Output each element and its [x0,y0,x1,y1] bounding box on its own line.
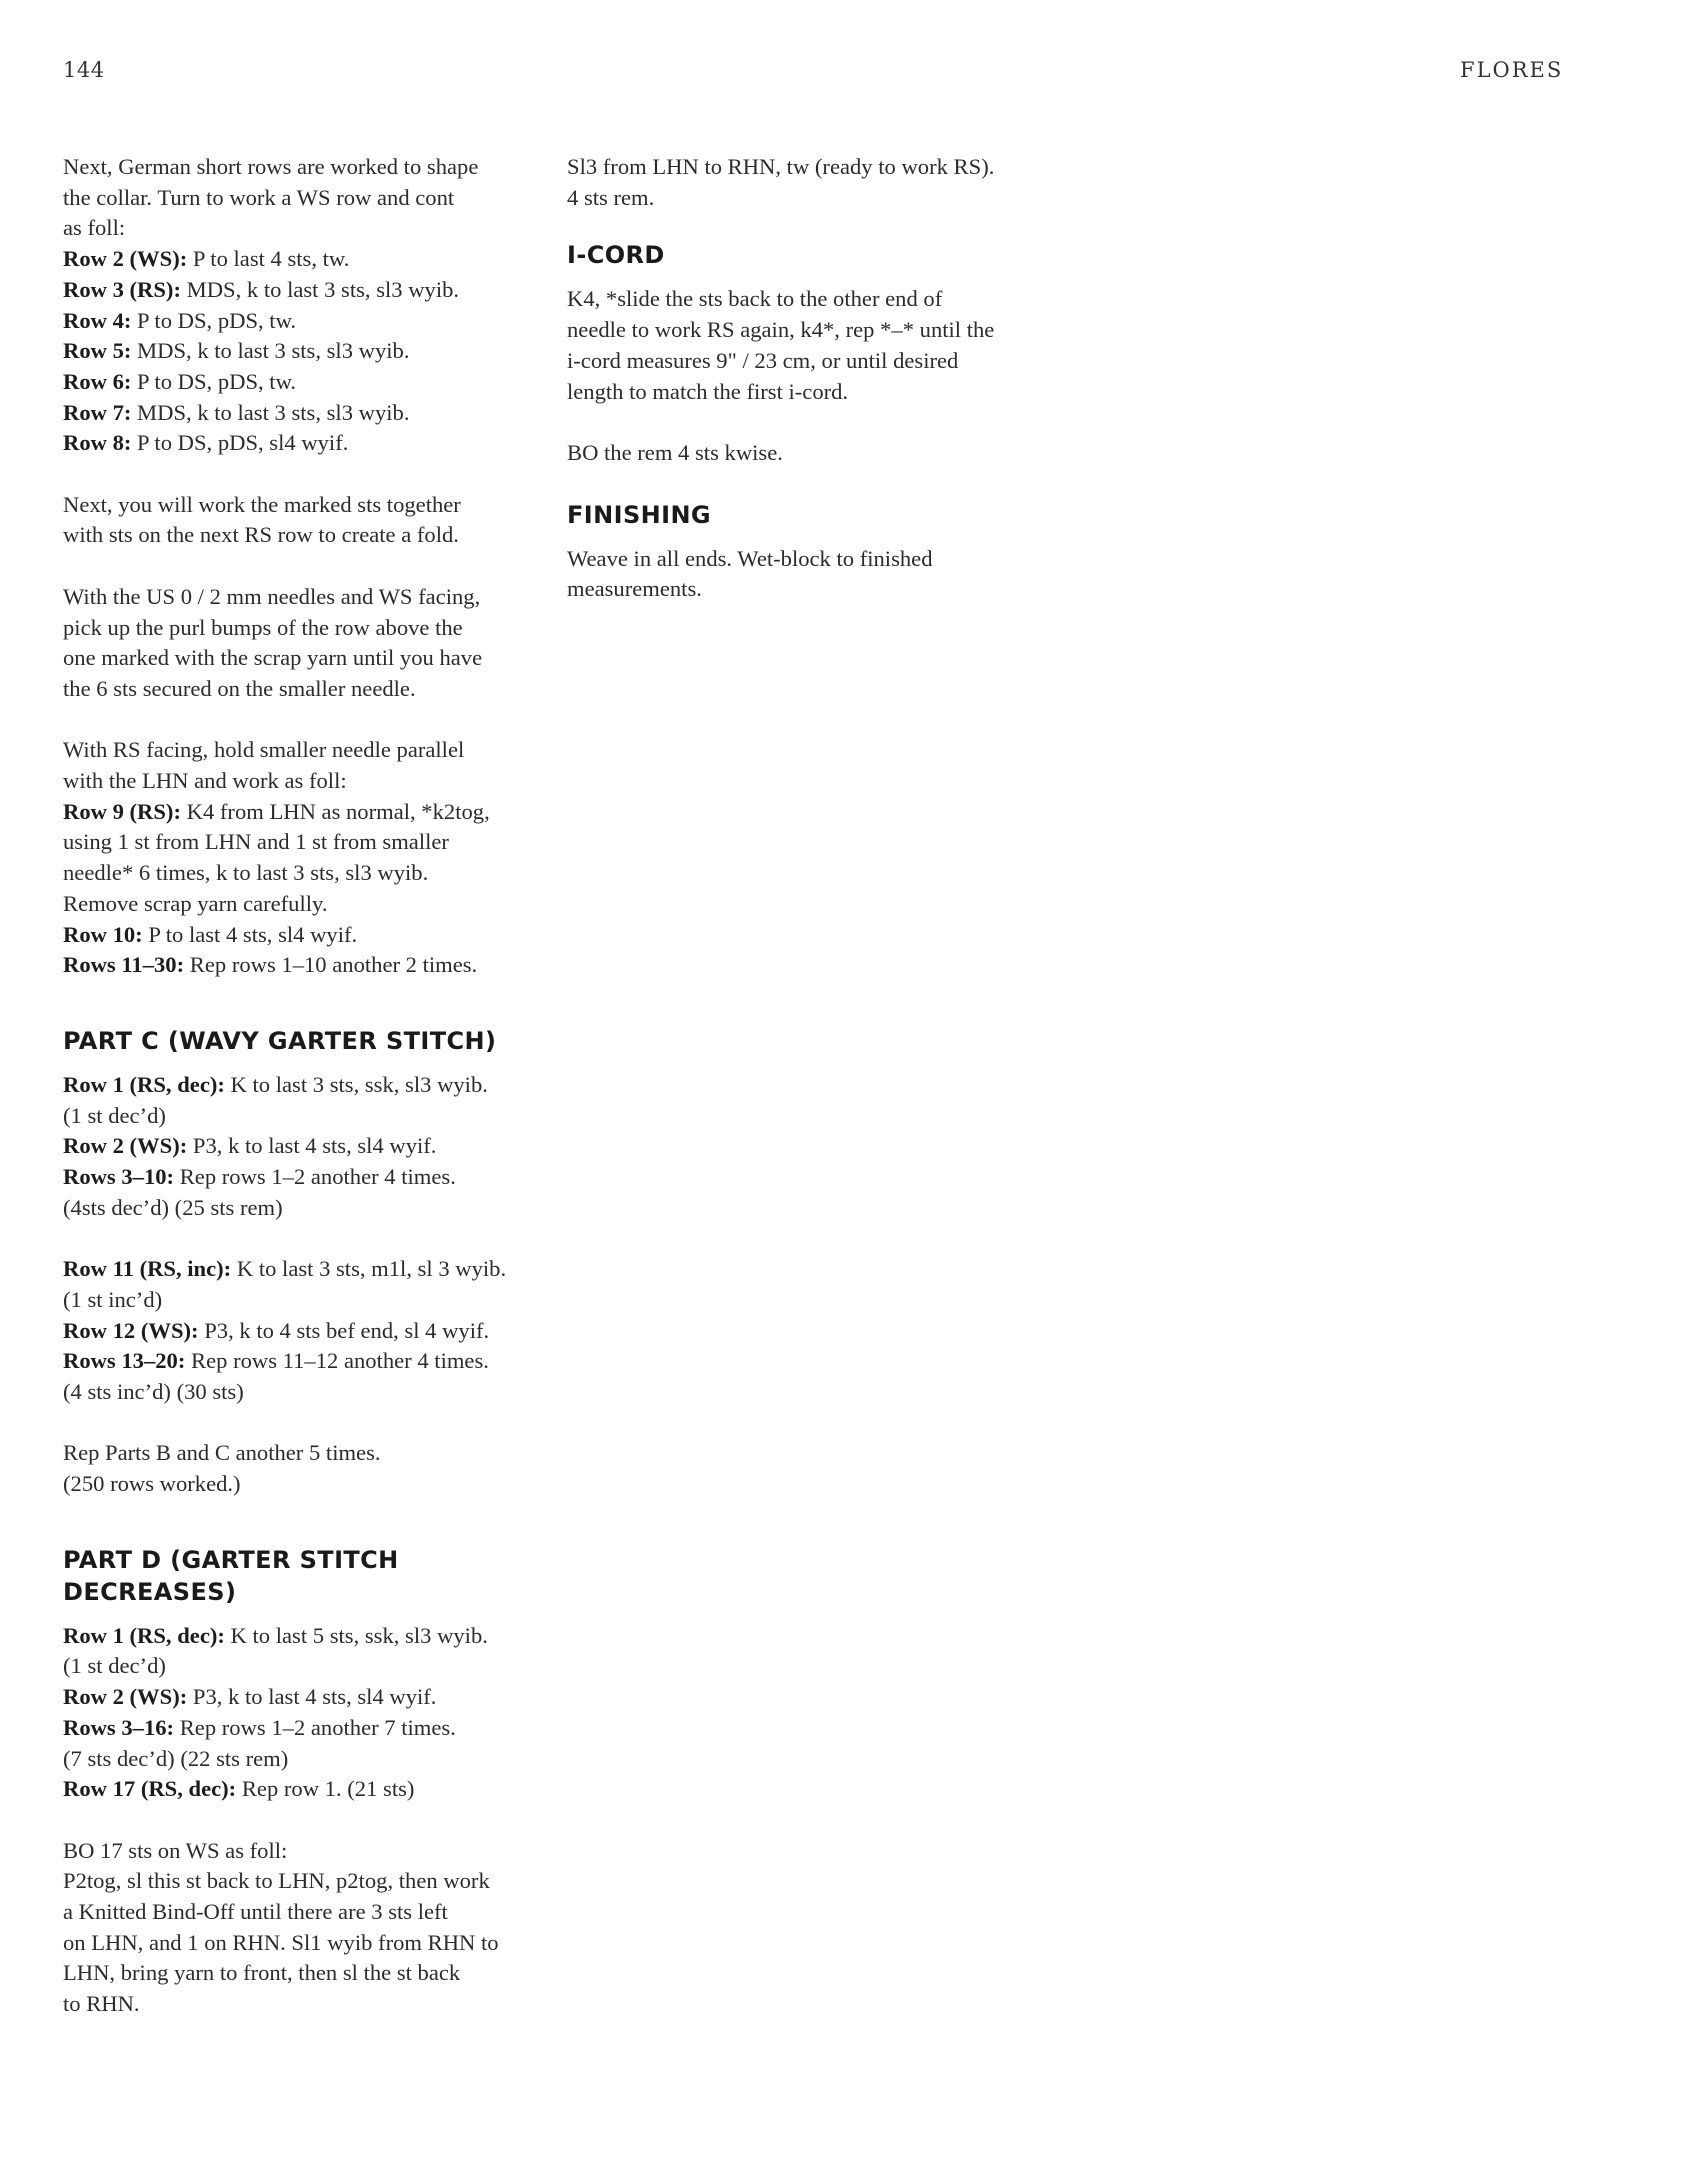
row-label: Row 6: [63,368,132,394]
text-line: to RHN. [63,1991,140,2017]
text-line: as foll: [63,215,126,241]
row-text: MDS, k to last 3 sts, sl3 wyib. [131,399,410,425]
instruction-rows-11-30 [63,950,538,981]
bind-off-paragraph [63,1836,538,2020]
text-line: Next, German short rows are worked to shape [63,154,479,179]
text-line: BO the rem 4 sts kwise. [567,439,783,465]
instruction-row-9 [63,797,538,828]
text-line: Next, you will work the marked sts together [63,491,461,517]
row-text: Rep rows 1–10 another 2 times. [184,952,478,978]
instruction-row-5 [63,336,538,367]
row-text: K to last 5 sts, ssk, sl3 wyib. [224,1622,488,1648]
instruction-row-2 [63,1131,538,1162]
text-line: with the LHN and work as foll: [63,768,347,794]
text-line: (4 sts inc’d) (30 sts) [63,1378,244,1404]
text-line: with sts on the next RS row to create a fold. [63,522,459,548]
instruction-rows-3-16 [63,1713,538,1744]
text-line: (250 rows worked.) [63,1471,241,1497]
row-label: Row 8: [63,430,132,456]
instruction-row-12 [63,1316,538,1347]
text-line: needle* 6 times, k to last 3 sts, sl3 wyib. [63,860,429,886]
row-text: K to last 3 sts, m1l, sl 3 wyib. [231,1256,507,1282]
right-column [567,152,1037,636]
needles-paragraph [63,582,538,705]
text-line: With RS facing, hold smaller needle parallel [63,737,465,763]
text-line: needle to work RS again, k4*, rep *–* until the [567,317,995,343]
left-column [63,152,538,2051]
marked-sts-paragraph [63,490,538,551]
text-line: using 1 st from LHN and 1 st from smaller [63,829,449,855]
text-line: the collar. Turn to work a WS row and cont [63,184,455,210]
row-label: Row 12 (WS): [63,1317,199,1343]
text-line: 4 sts rem. [567,184,655,210]
part-d-rows [63,1621,538,1805]
instruction-row-2 [63,1682,538,1713]
text-line: Sl3 from LHN to RHN, tw (ready to work RS). [567,154,995,179]
instruction-row-2 [63,244,538,275]
part-c-decreases [63,1070,538,1224]
row-label: Row 2 (WS): [63,1133,188,1159]
row-label: Row 7: [63,399,132,425]
text-line: pick up the purl bumps of the row above the [63,614,463,640]
text-line: one marked with the scrap yarn until you have [63,645,483,671]
text-line: With the US 0 / 2 mm needles and WS facing, [63,583,481,609]
instruction-rows-3-10 [63,1162,538,1193]
text-line: LHN, bring yarn to front, then sl the st back [63,1960,461,1986]
row-label: Rows 3–10: [63,1164,175,1190]
row-text: Rep rows 11–12 another 4 times. [185,1348,489,1374]
instruction-row-10 [63,920,538,951]
row-label: Row 2 (WS): [63,1684,188,1710]
text-line: on LHN, and 1 on RHN. Sl1 wyib from RHN to [63,1929,499,1955]
instruction-row-1 [63,1621,538,1652]
text-line: K4, *slide the sts back to the other end of [567,286,943,312]
heading-line: DECREASES) [63,1577,237,1606]
row-text: P to last 4 sts, tw. [187,246,350,272]
row-text: MDS, k to last 3 sts, sl3 wyib. [131,338,410,364]
instruction-row-6 [63,367,538,398]
text-line: Remove scrap yarn carefully. [63,890,328,916]
row-label: Row 17 (RS, dec): [63,1776,237,1802]
text-line: (7 sts dec’d) (22 sts rem) [63,1745,289,1771]
row-label: Rows 13–20: [63,1348,186,1374]
finishing-heading: FINISHING [567,500,712,529]
text-line: (1 st dec’d) [63,1653,166,1679]
row-text: K4 from LHN as normal, *k2tog, [180,798,490,824]
text-line: the 6 sts secured on the smaller needle. [63,675,416,701]
instruction-row-17 [63,1774,538,1805]
row-label: Row 11 (RS, inc): [63,1256,232,1282]
row-text: P to last 4 sts, sl4 wyif. [142,921,358,947]
row-text: P to DS, pDS, tw. [131,307,297,333]
row-label: Row 10: [63,921,143,947]
row-label: Rows 3–16: [63,1714,175,1740]
slip-paragraph [567,152,1037,213]
text-line: i-cord measures 9" / 23 cm, or until desired [567,347,959,373]
row-text: Rep rows 1–2 another 7 times. [174,1714,456,1740]
heading-line: PART D (GARTER STITCH [63,1545,399,1574]
part-c-heading: PART C (WAVY GARTER STITCH) [63,1026,497,1055]
icord-bind-off [567,438,1037,469]
icord-heading: I-CORD [567,241,665,270]
row-text: MDS, k to last 3 sts, sl3 wyib. [180,276,460,302]
instruction-rows-13-20 [63,1346,538,1377]
row-text: Rep rows 1–2 another 4 times. [174,1164,456,1190]
row-label: Row 3 (RS): [63,276,181,302]
icord-paragraph [567,284,1037,407]
row-text: K to last 3 sts, ssk, sl3 wyib. [224,1071,488,1097]
text-line: (1 st inc’d) [63,1286,163,1312]
row-text: P3, k to last 4 sts, sl4 wyif. [187,1133,437,1159]
text-line: a Knitted Bind-Off until there are 3 sts left [63,1899,448,1925]
row-text: P3, k to 4 sts bef end, sl 4 wyif. [198,1317,490,1343]
row-label: Row 2 (WS): [63,246,188,272]
part-d-heading [63,1544,538,1608]
text-line: measurements. [567,576,702,602]
row-text: P3, k to last 4 sts, sl4 wyif. [187,1684,437,1710]
instruction-row-11 [63,1254,538,1285]
finishing-paragraph [567,544,1037,605]
text-line: length to match the first i-cord. [567,378,849,404]
row-label: Row 5: [63,338,132,364]
row-label: Row 4: [63,307,132,333]
instruction-row-3 [63,275,538,306]
instruction-row-8 [63,428,538,459]
repeat-parts-paragraph [63,1438,538,1499]
instruction-row-4 [63,306,538,337]
text-line: Rep Parts B and C another 5 times. [63,1440,381,1466]
instruction-row-7 [63,398,538,429]
running-head: FLORES [1460,58,1564,82]
part-c-increases [63,1254,538,1408]
row-label: Row 1 (RS, dec): [63,1071,225,1097]
intro-paragraph [63,152,538,459]
text-line: (4sts dec’d) (25 sts rem) [63,1194,283,1220]
row-label: Row 1 (RS, dec): [63,1622,225,1648]
row-text: P to DS, pDS, tw. [131,368,297,394]
text-line: BO 17 sts on WS as foll: [63,1837,288,1863]
text-line: P2tog, sl this st back to LHN, p2tog, then work [63,1868,490,1894]
row-text: P to DS, pDS, sl4 wyif. [131,430,349,456]
text-line: Weave in all ends. Wet-block to finished [567,545,933,571]
instruction-row-1 [63,1070,538,1101]
row-label: Row 9 (RS): [63,798,181,824]
text-line: (1 st dec’d) [63,1102,166,1128]
rs-facing-paragraph [63,735,538,981]
page-number: 144 [63,58,105,82]
row-text: Rep row 1. (21 sts) [236,1776,415,1802]
row-label: Rows 11–30: [63,952,185,978]
